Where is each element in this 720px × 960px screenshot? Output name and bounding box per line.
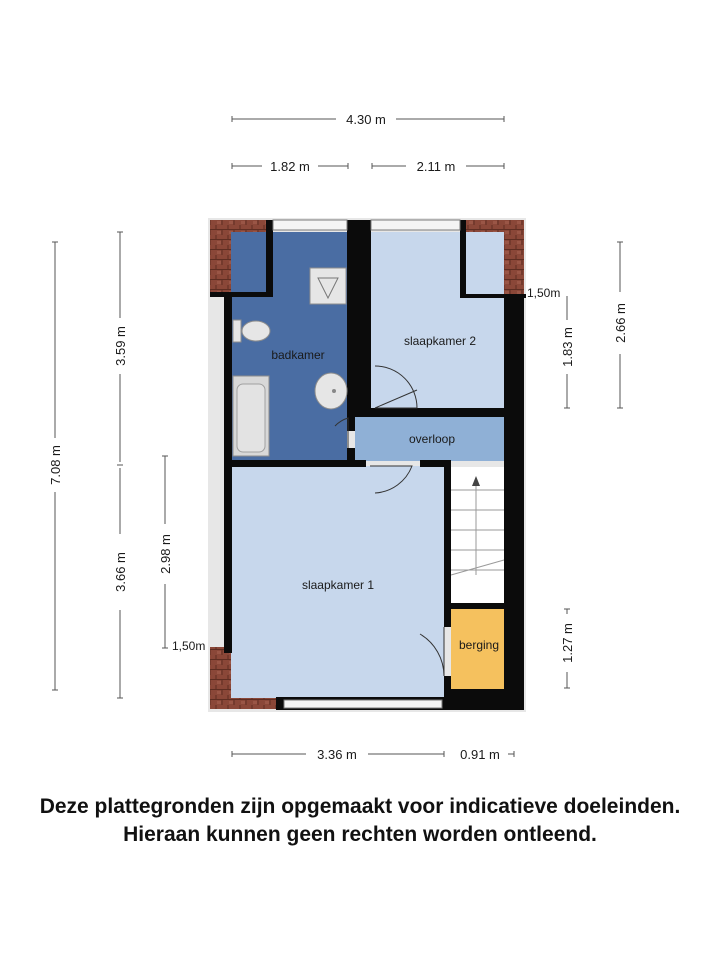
sink xyxy=(310,268,346,304)
dim-left-total: 7.08 m xyxy=(48,445,63,485)
room-label-bathroom: badkamer xyxy=(271,348,325,362)
dim-top-total: 4.30 m xyxy=(346,112,386,127)
room-label-bedroom1: slaapkamer 1 xyxy=(301,578,375,592)
toilet xyxy=(233,320,270,342)
dim-left-upper: 3.59 m xyxy=(113,326,128,366)
dim-right-total: 2.66 m xyxy=(613,303,628,343)
room-label-bedroom2: slaapkamer 2 xyxy=(403,334,477,348)
dim-right-low-height: 1,50m xyxy=(527,286,561,300)
dim-bottom-right: 0.91 m xyxy=(460,747,500,762)
room-label-storage: berging xyxy=(458,638,500,652)
disclaimer-line-1: Deze plattegronden zijn opgemaakt voor indicatieve doeleinden. xyxy=(39,795,681,818)
dim-left-low-height: 1,50m xyxy=(172,639,206,653)
dim-right-inner: 1.83 m xyxy=(560,327,575,367)
dim-left-inner: 2.98 m xyxy=(158,534,173,574)
dim-bottom-left: 3.36 m xyxy=(317,747,357,762)
washbasin xyxy=(315,373,347,409)
room-label-landing: overloop xyxy=(408,432,456,446)
dim-top-right: 2.11 m xyxy=(416,159,456,174)
bathtub xyxy=(233,376,269,456)
dim-left-lower: 3.66 m xyxy=(113,552,128,592)
stairs-floor xyxy=(451,467,504,603)
dim-top-left: 1.82 m xyxy=(270,159,310,174)
disclaimer-line-2: Hieraan kunnen geen rechten worden ontleend. xyxy=(123,823,597,846)
bedroom2-floor xyxy=(371,232,504,410)
dim-right-bottom: 1.27 m xyxy=(560,623,575,663)
